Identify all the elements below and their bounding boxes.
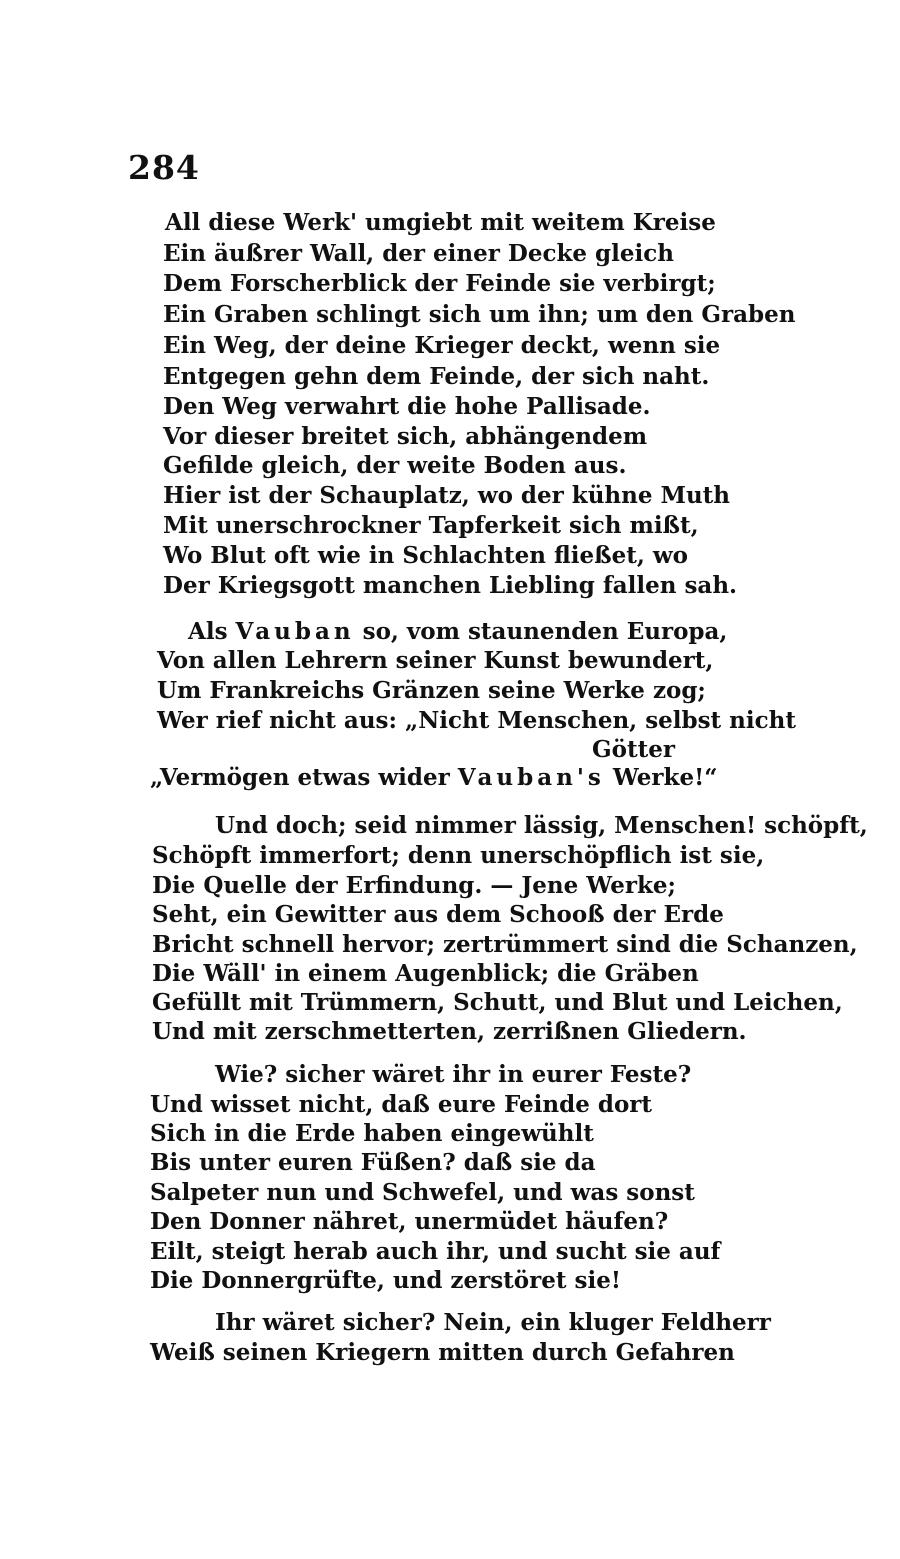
verse-line: All diese Werk' umgiebt mit weitem Kreise xyxy=(165,209,716,236)
verse-line: Bricht schnell hervor; zertrümmert sind die Schanzen, xyxy=(152,931,858,958)
page-number: 284 xyxy=(128,148,200,187)
verse-line: Wer rief nicht aus: „Nicht Menschen, selbst nicht xyxy=(157,707,796,734)
verse-line: Wie? sicher wäret ihr in eurer Feste? xyxy=(215,1061,692,1088)
verse-line: Sich in die Erde haben eingewühlt xyxy=(150,1120,594,1147)
verse-line xyxy=(188,617,727,647)
verse-line: Und wisset nicht, daß eure Feinde dort xyxy=(150,1091,653,1118)
verse-line: Mit unerschrockner Tapferkeit sich mißt, xyxy=(163,512,699,539)
verse-fragment: so, vom staunenden Europa, xyxy=(354,618,728,645)
verse-line: Die Wäll' in einem Augenblick; die Gräben xyxy=(152,960,699,987)
spaced-name: Vauban's xyxy=(457,764,605,791)
verse-line: Ein Weg, der deine Krieger deckt, wenn sie xyxy=(163,332,721,359)
verse-line: Schöpft immerfort; denn unerschöpflich ist sie, xyxy=(152,842,765,869)
verse-line: Die Donnergrüfte, und zerstöret sie! xyxy=(150,1267,621,1294)
verse-fragment: Werke!“ xyxy=(604,764,718,791)
verse-line: Ein äußrer Wall, der einer Decke gleich xyxy=(163,240,674,267)
verse-line: Gefüllt mit Trümmern, Schutt, und Blut und Leichen, xyxy=(152,989,843,1016)
verse-line: Vor dieser breitet sich, abhängendem xyxy=(163,423,648,450)
verse-line: Gefilde gleich, der weite Boden aus. xyxy=(163,452,627,479)
spaced-name: Vauban xyxy=(235,618,355,645)
verse-line: Um Frankreichs Gränzen seine Werke zog; xyxy=(157,677,706,704)
verse-fragment: „Vermögen etwas wider xyxy=(150,764,458,791)
verse-line xyxy=(150,763,717,793)
verse-line: Seht, ein Gewitter aus dem Schooß der Erde xyxy=(152,901,724,928)
verse-line: Weiß seinen Kriegern mitten durch Gefahren xyxy=(150,1339,735,1366)
verse-line: Entgegen gehn dem Feinde, der sich naht. xyxy=(163,363,710,390)
verse-line: Salpeter nun und Schwefel, und was sonst xyxy=(150,1179,695,1206)
verse-line: Von allen Lehrern seiner Kunst bewundert, xyxy=(157,647,714,674)
verse-line: Bis unter euren Füßen? daß sie da xyxy=(150,1149,596,1176)
verse-line: Ihr wäret sicher? Nein, ein kluger Feldherr xyxy=(215,1309,771,1336)
verse-line: Den Weg verwahrt die hohe Pallisade. xyxy=(163,393,651,420)
verse-line: Wo Blut oft wie in Schlachten fließet, wo xyxy=(163,542,689,569)
verse-line: Den Donner nähret, unermüdet häufen? xyxy=(150,1208,669,1235)
verse-line: Hier ist der Schauplatz, wo der kühne Muth xyxy=(163,482,731,509)
verse-line: Die Quelle der Erfindung. — Jene Werke; xyxy=(152,872,677,899)
overflow-word: Götter xyxy=(592,736,675,763)
verse-line: Und mit zerschmetterten, zerrißnen Gliedern. xyxy=(152,1018,747,1045)
verse-line: Und doch; seid nimmer lässig, Menschen! schöpft, xyxy=(215,812,868,839)
verse-fragment: Als xyxy=(188,618,236,645)
verse-line: Ein Graben schlingt sich um ihn; um den Graben xyxy=(163,301,796,328)
verse-line: Der Kriegsgott manchen Liebling fallen sah. xyxy=(163,572,738,599)
verse-line: Dem Forscherblick der Feinde sie verbirgt; xyxy=(163,270,716,297)
verse-line: Eilt, steigt herab auch ihr, und sucht sie auf xyxy=(150,1238,721,1265)
